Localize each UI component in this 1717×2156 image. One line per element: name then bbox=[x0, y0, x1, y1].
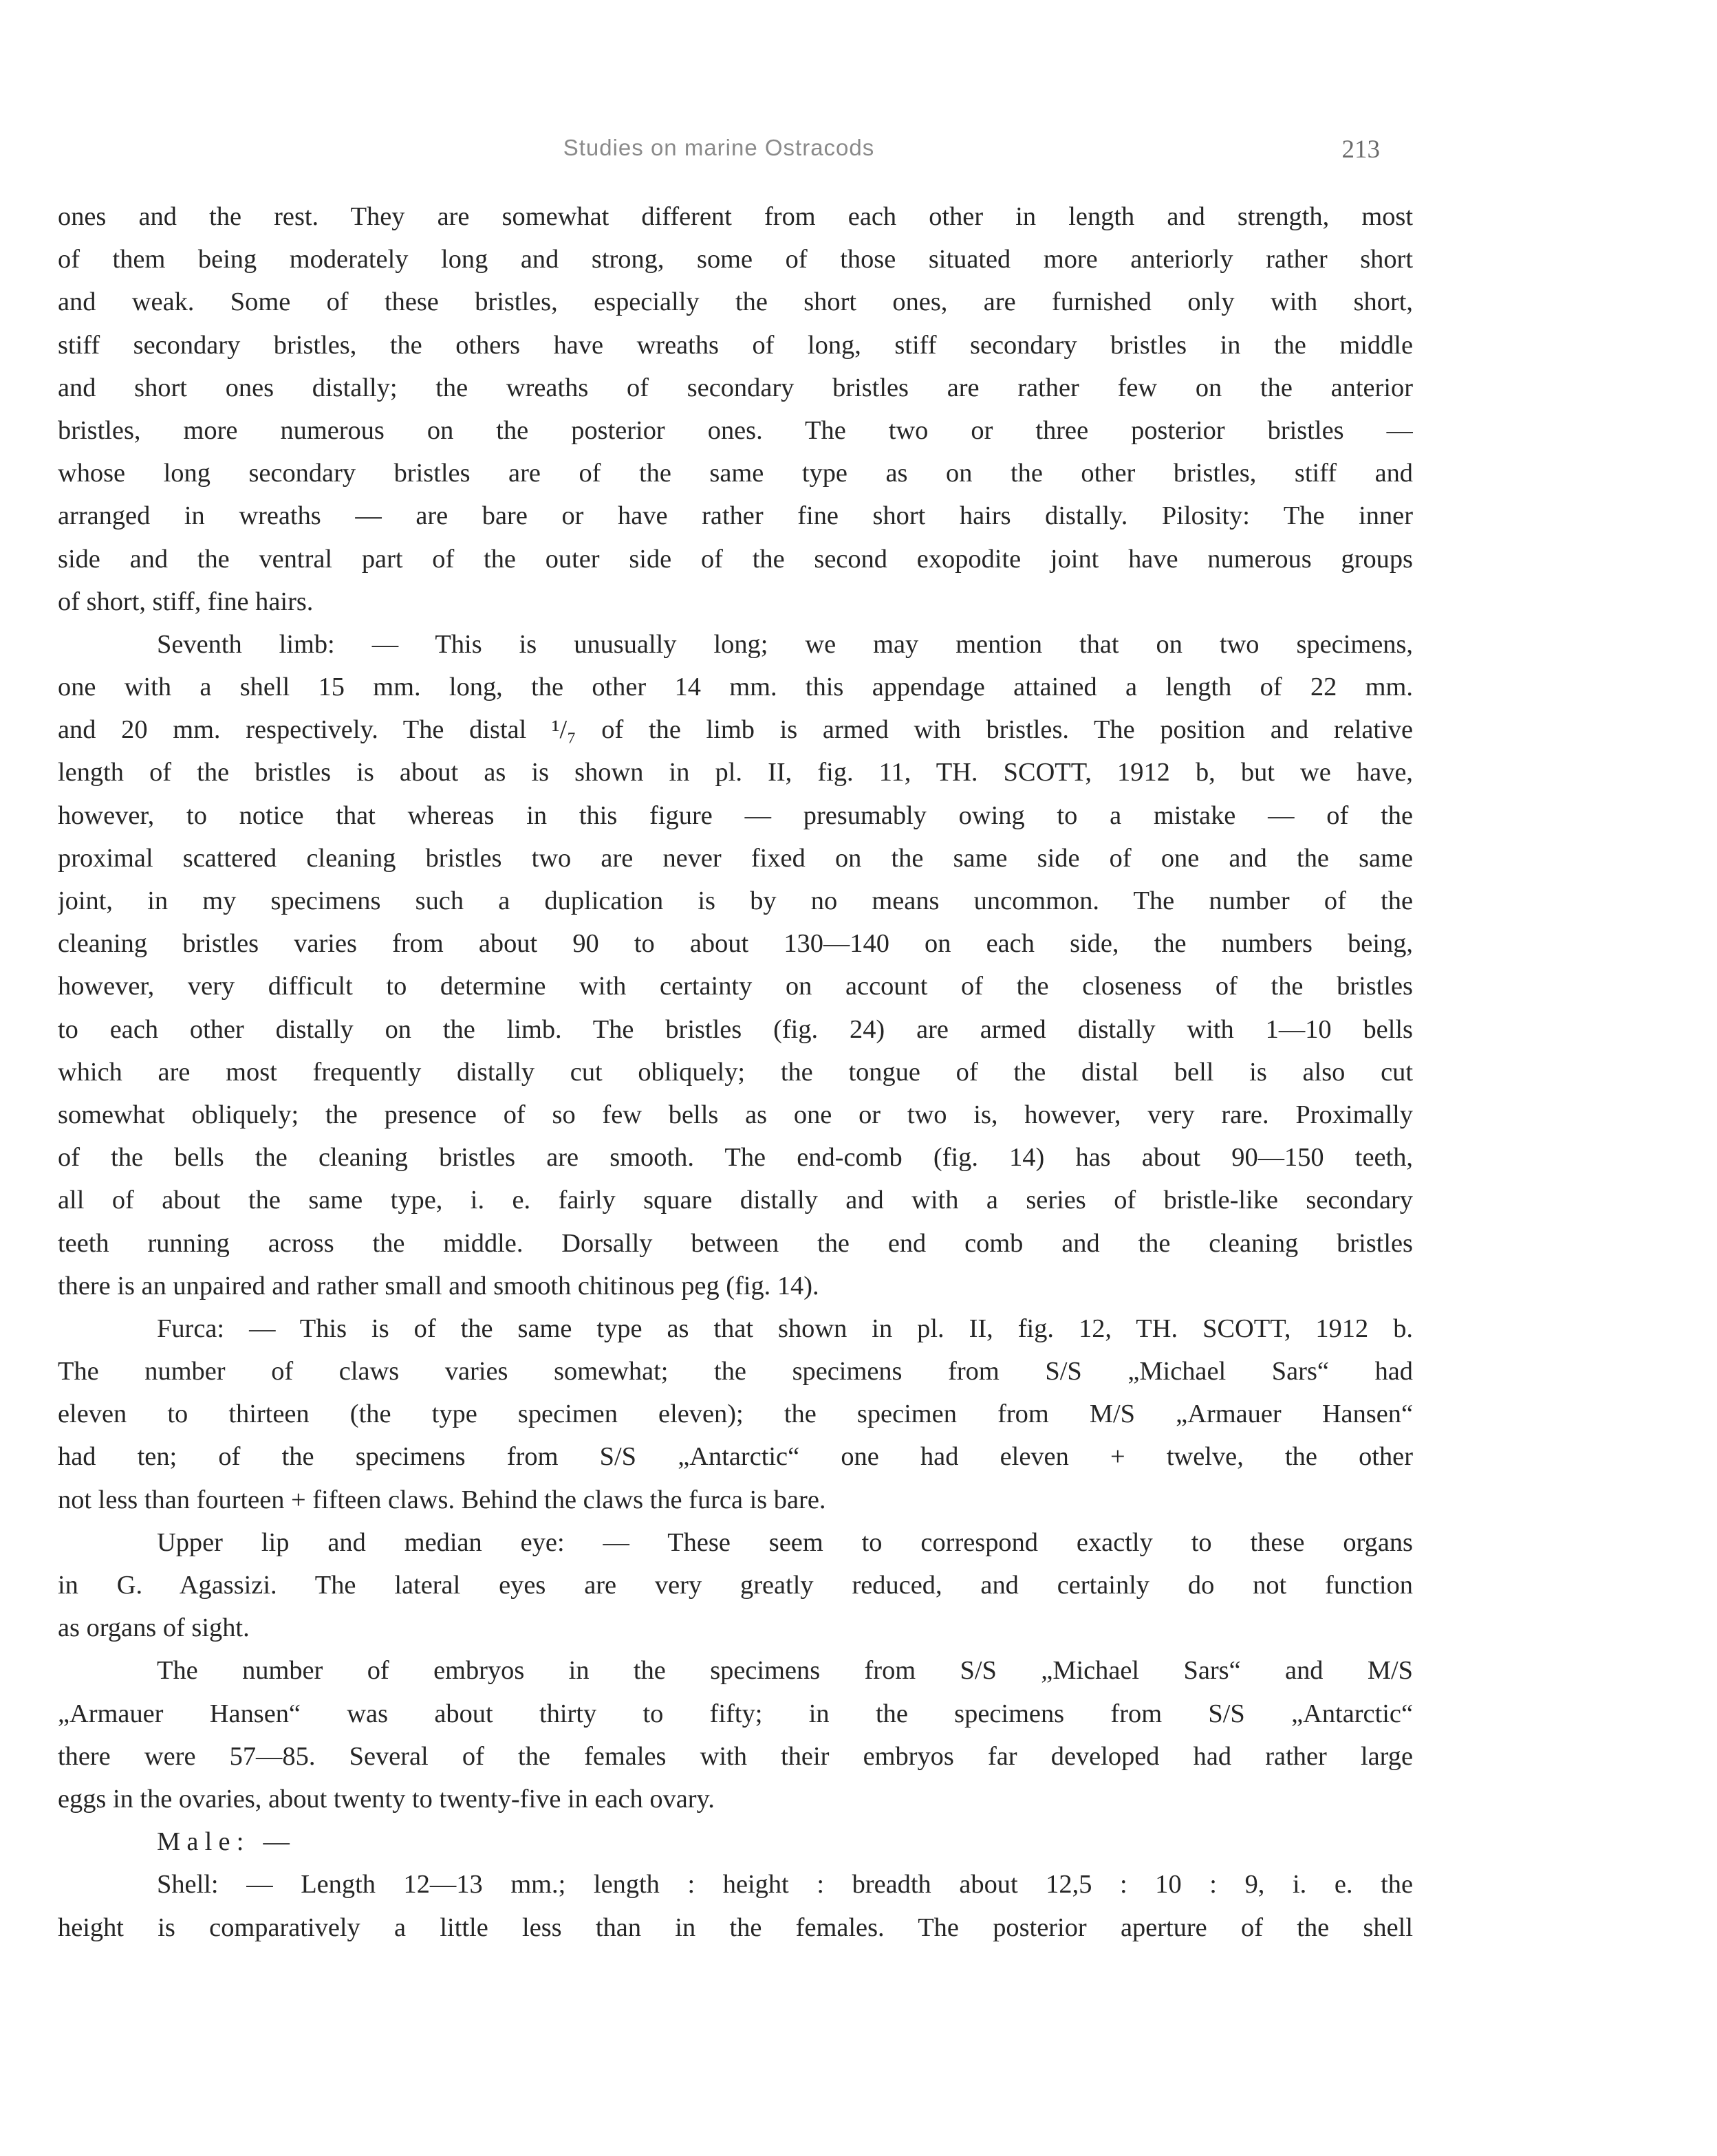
text-line: there is an unpaired and rather small and smooth chitinous peg (fig. 14). bbox=[58, 1271, 819, 1300]
text-line: somewhat obliquely; the presence of so few bells as one or two is, however, very rare. Proximally bbox=[58, 1100, 1413, 1129]
text-line: Seventh limb: — This is unusually long; we may mention that on two specimens, bbox=[157, 629, 1413, 659]
text-line: side and the ventral part of the outer side of the second exopodite joint have numerous groups bbox=[58, 544, 1413, 574]
text-line: had ten; of the specimens from S/S „Antarctic“ one had eleven + twelve, the other bbox=[58, 1442, 1413, 1472]
text-line: Male: — bbox=[157, 1827, 296, 1857]
text-line: all of about the same type, i. e. fairly square distally and with a series of bristle-like secondary bbox=[58, 1186, 1413, 1215]
text-line: and 20 mm. respectively. The distal ¹/₇ of the limb is armed with bristles. The position and relative bbox=[58, 715, 1413, 745]
text-line: Furca: — This is of the same type as that shown in pl. II, fig. 12, TH. SCOTT, 1912 b. bbox=[157, 1314, 1413, 1343]
text-line: ones and the rest. They are somewhat different from each other in length and strength, most bbox=[58, 202, 1413, 231]
text-line: Shell: — Length 12—13 mm.; length : height : breadth about 12,5 : 10 : 9, i. e. the bbox=[157, 1870, 1413, 1899]
text-line: length of the bristles is about as is shown in pl. II, fig. 11, TH. SCOTT, 1912 b, but we have, bbox=[58, 758, 1413, 787]
text-line: teeth running across the middle. Dorsally between the end comb and the cleaning bristles bbox=[58, 1228, 1413, 1258]
text-line: however, very difficult to determine with certainty on account of the closeness of the bristles bbox=[58, 972, 1413, 1001]
text-line: arranged in wreaths — are bare or have rather fine short hairs distally. Pilosity: The inner bbox=[58, 501, 1413, 531]
text-line: bristles, more numerous on the posterior ones. The two or three posterior bristles — bbox=[58, 415, 1413, 445]
text-line: as organs of sight. bbox=[58, 1613, 250, 1643]
body-text bbox=[58, 195, 1413, 1949]
text-line: Upper lip and median eye: — These seem to correspond exactly to these organs bbox=[157, 1527, 1413, 1557]
text-line: of short, stiff, fine hairs. bbox=[58, 587, 314, 616]
text-line: and weak. Some of these bristles, especially the short ones, are furnished only with short, bbox=[58, 287, 1413, 317]
text-line: whose long secondary bristles are of the same type as on the other bristles, stiff and bbox=[58, 459, 1413, 488]
text-line: one with a shell 15 mm. long, the other 14 mm. this appendage attained a length of 22 mm. bbox=[58, 673, 1413, 702]
text-line: The number of claws varies somewhat; the specimens from S/S „Michael Sars“ had bbox=[58, 1357, 1413, 1386]
running-head bbox=[58, 135, 1380, 176]
text-line: stiff secondary bristles, the others have wreaths of long, stiff secondary bristles in the middle bbox=[58, 330, 1413, 360]
text-line: The number of embryos in the specimens from S/S „Michael Sars“ and M/S bbox=[157, 1656, 1413, 1686]
text-line: and short ones distally; the wreaths of secondary bristles are rather few on the anterior bbox=[58, 373, 1413, 402]
text-line: there were 57—85. Several of the females with their embryos far developed had rather large bbox=[58, 1741, 1413, 1771]
text-line: not less than fourteen + fifteen claws. Behind the claws the furca is bare. bbox=[58, 1485, 826, 1514]
running-title: Studies on marine Ostracods bbox=[563, 135, 875, 160]
text-line: „Armauer Hansen“ was about thirty to fifty; in the specimens from S/S „Antarctic“ bbox=[58, 1699, 1413, 1728]
page-number: 213 bbox=[1341, 135, 1380, 164]
text-line: eleven to thirteen (the type specimen eleven); the specimen from M/S „Armauer Hansen“ bbox=[58, 1400, 1413, 1429]
text-line: joint, in my specimens such a duplication is by no means uncommon. The number of the bbox=[58, 886, 1413, 915]
text-line: of the bells the cleaning bristles are smooth. The end-comb (fig. 14) has about 90—150 teeth, bbox=[58, 1143, 1413, 1173]
text-line: which are most frequently distally cut obliquely; the tongue of the distal bell is also cut bbox=[58, 1057, 1413, 1087]
text-line: in G. Agassizi. The lateral eyes are very greatly reduced, and certainly do not function bbox=[58, 1571, 1413, 1600]
text-line: eggs in the ovaries, about twenty to twenty-five in each ovary. bbox=[58, 1784, 715, 1814]
text-line: proximal scattered cleaning bristles two are never fixed on the same side of one and the same bbox=[58, 843, 1413, 873]
text-line: of them being moderately long and strong, some of those situated more anteriorly rather short bbox=[58, 245, 1413, 274]
text-line: to each other distally on the limb. The bristles (fig. 24) are armed distally with 1—10 bells bbox=[58, 1014, 1413, 1044]
text-line: cleaning bristles varies from about 90 to about 130—140 on each side, the numbers being, bbox=[58, 929, 1413, 959]
text-line: however, to notice that whereas in this figure — presumably owing to a mistake — of the bbox=[58, 801, 1413, 830]
text-line: height is comparatively a little less than in the females. The posterior aperture of the shell bbox=[58, 1913, 1413, 1942]
